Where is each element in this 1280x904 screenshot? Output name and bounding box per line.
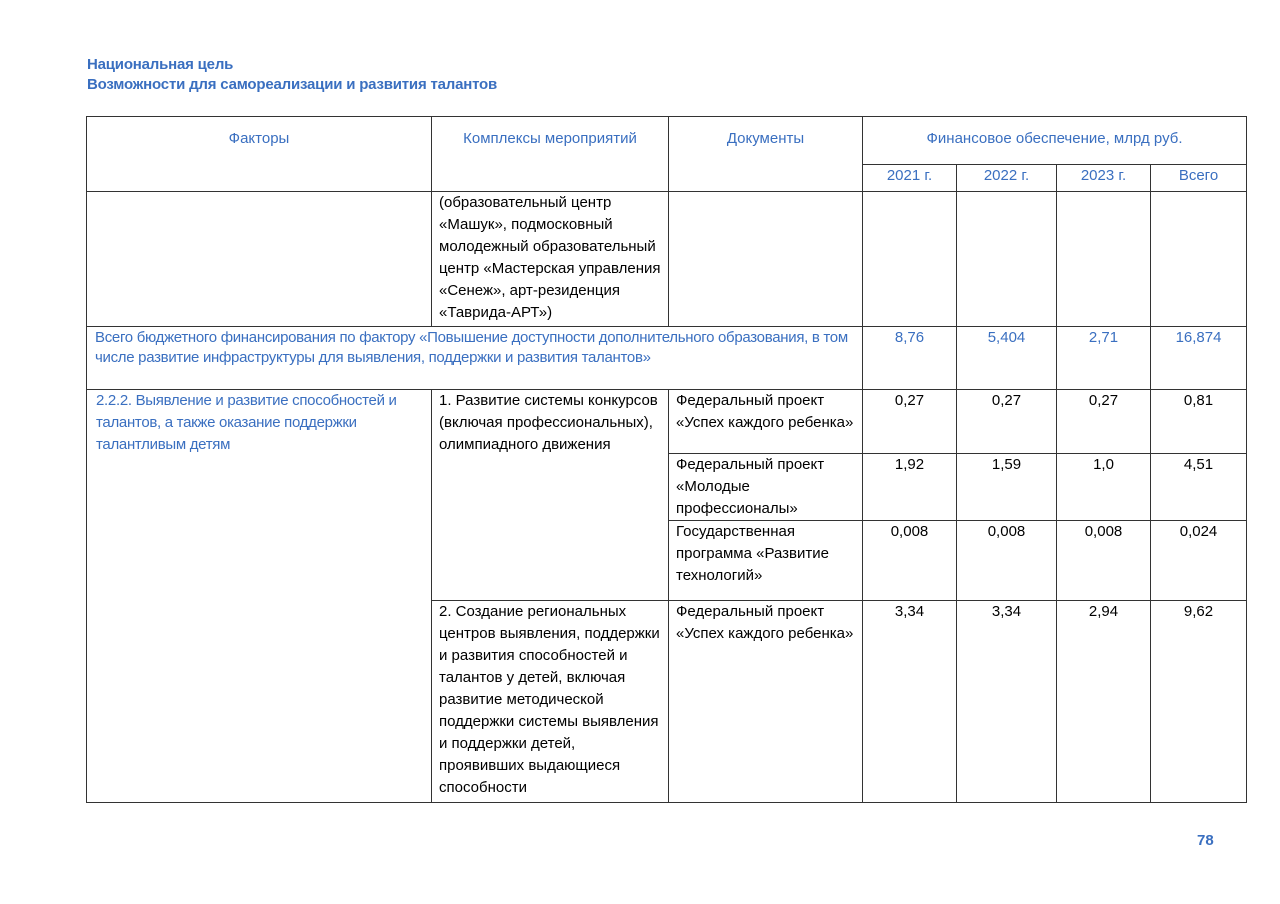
total-value-2021: 8,76 xyxy=(863,327,957,390)
total-value-sum: 16,874 xyxy=(1151,327,1247,390)
value-total: 4,51 xyxy=(1151,454,1247,521)
table-row-total xyxy=(87,327,1247,390)
table-row xyxy=(87,390,1247,454)
heading-line-1: Национальная цель xyxy=(87,56,234,73)
empty-cell xyxy=(863,192,957,327)
document-item: Государственная программа «Развитие технологий» xyxy=(669,521,863,601)
value-2022: 0,008 xyxy=(957,521,1057,601)
empty-cell xyxy=(669,192,863,327)
value-2021: 1,92 xyxy=(863,454,957,521)
document-item: Федеральный проект «Молодые профессионалы» xyxy=(669,454,863,521)
table-row-continued xyxy=(87,192,1247,327)
document-item: Федеральный проект «Успех каждого ребенка» xyxy=(669,390,863,454)
header-year-2023: 2023 г. xyxy=(1057,165,1151,192)
page-number: 78 xyxy=(1197,832,1214,849)
value-2022: 1,59 xyxy=(957,454,1057,521)
header-year-2022: 2022 г. xyxy=(957,165,1057,192)
empty-cell xyxy=(957,192,1057,327)
total-value-2022: 5,404 xyxy=(957,327,1057,390)
total-label: Всего бюджетного финансирования по фактору «Повышение доступности дополнительного образования, в том числе развитие инфраструктуры для выявления, поддержки и развития талантов» xyxy=(87,327,863,390)
value-2022: 0,27 xyxy=(957,390,1057,454)
header-row-1 xyxy=(87,117,1247,165)
value-total: 0,81 xyxy=(1151,390,1247,454)
value-2023: 1,0 xyxy=(1057,454,1151,521)
value-2021: 0,008 xyxy=(863,521,957,601)
value-2021: 0,27 xyxy=(863,390,957,454)
empty-cell xyxy=(1057,192,1151,327)
measure-continued: (образовательный центр «Машук», подмосковный молодежный образовательный центр «Мастерская управления «Сенеж», арт-резиденция «Таврида-АРТ») xyxy=(432,192,669,327)
measure-item: 2. Создание региональных центров выявления, поддержки и развития способностей и талантов у детей, включая развитие методической поддержки системы выявления и поддержки детей, проявивших выдающиеся способности xyxy=(432,601,669,803)
finance-table xyxy=(86,116,1247,803)
value-2023: 0,27 xyxy=(1057,390,1151,454)
header-finance: Финансовое обеспечение, млрд руб. xyxy=(863,117,1247,165)
value-2023: 0,008 xyxy=(1057,521,1151,601)
value-2021: 3,34 xyxy=(863,601,957,803)
header-documents: Документы xyxy=(669,117,863,192)
header-total: Всего xyxy=(1151,165,1247,192)
document-item: Федеральный проект «Успех каждого ребенка» xyxy=(669,601,863,803)
empty-cell xyxy=(1151,192,1247,327)
empty-factor-cell xyxy=(87,192,432,327)
measure-item: 1. Развитие системы конкурсов (включая профессиональных), олимпиадного движения xyxy=(432,390,669,601)
total-value-2023: 2,71 xyxy=(1057,327,1151,390)
header-measures: Комплексы мероприятий xyxy=(432,117,669,192)
factor-label: 2.2.2. Выявление и развитие способностей и талантов, а также оказание поддержки талантливым детям xyxy=(87,390,432,803)
value-total: 0,024 xyxy=(1151,521,1247,601)
header-year-2021: 2021 г. xyxy=(863,165,957,192)
value-2022: 3,34 xyxy=(957,601,1057,803)
document-heading xyxy=(87,55,497,95)
heading-line-2: Возможности для самореализации и развития талантов xyxy=(87,76,498,93)
value-total: 9,62 xyxy=(1151,601,1247,803)
header-factors: Факторы xyxy=(87,117,432,192)
value-2023: 2,94 xyxy=(1057,601,1151,803)
